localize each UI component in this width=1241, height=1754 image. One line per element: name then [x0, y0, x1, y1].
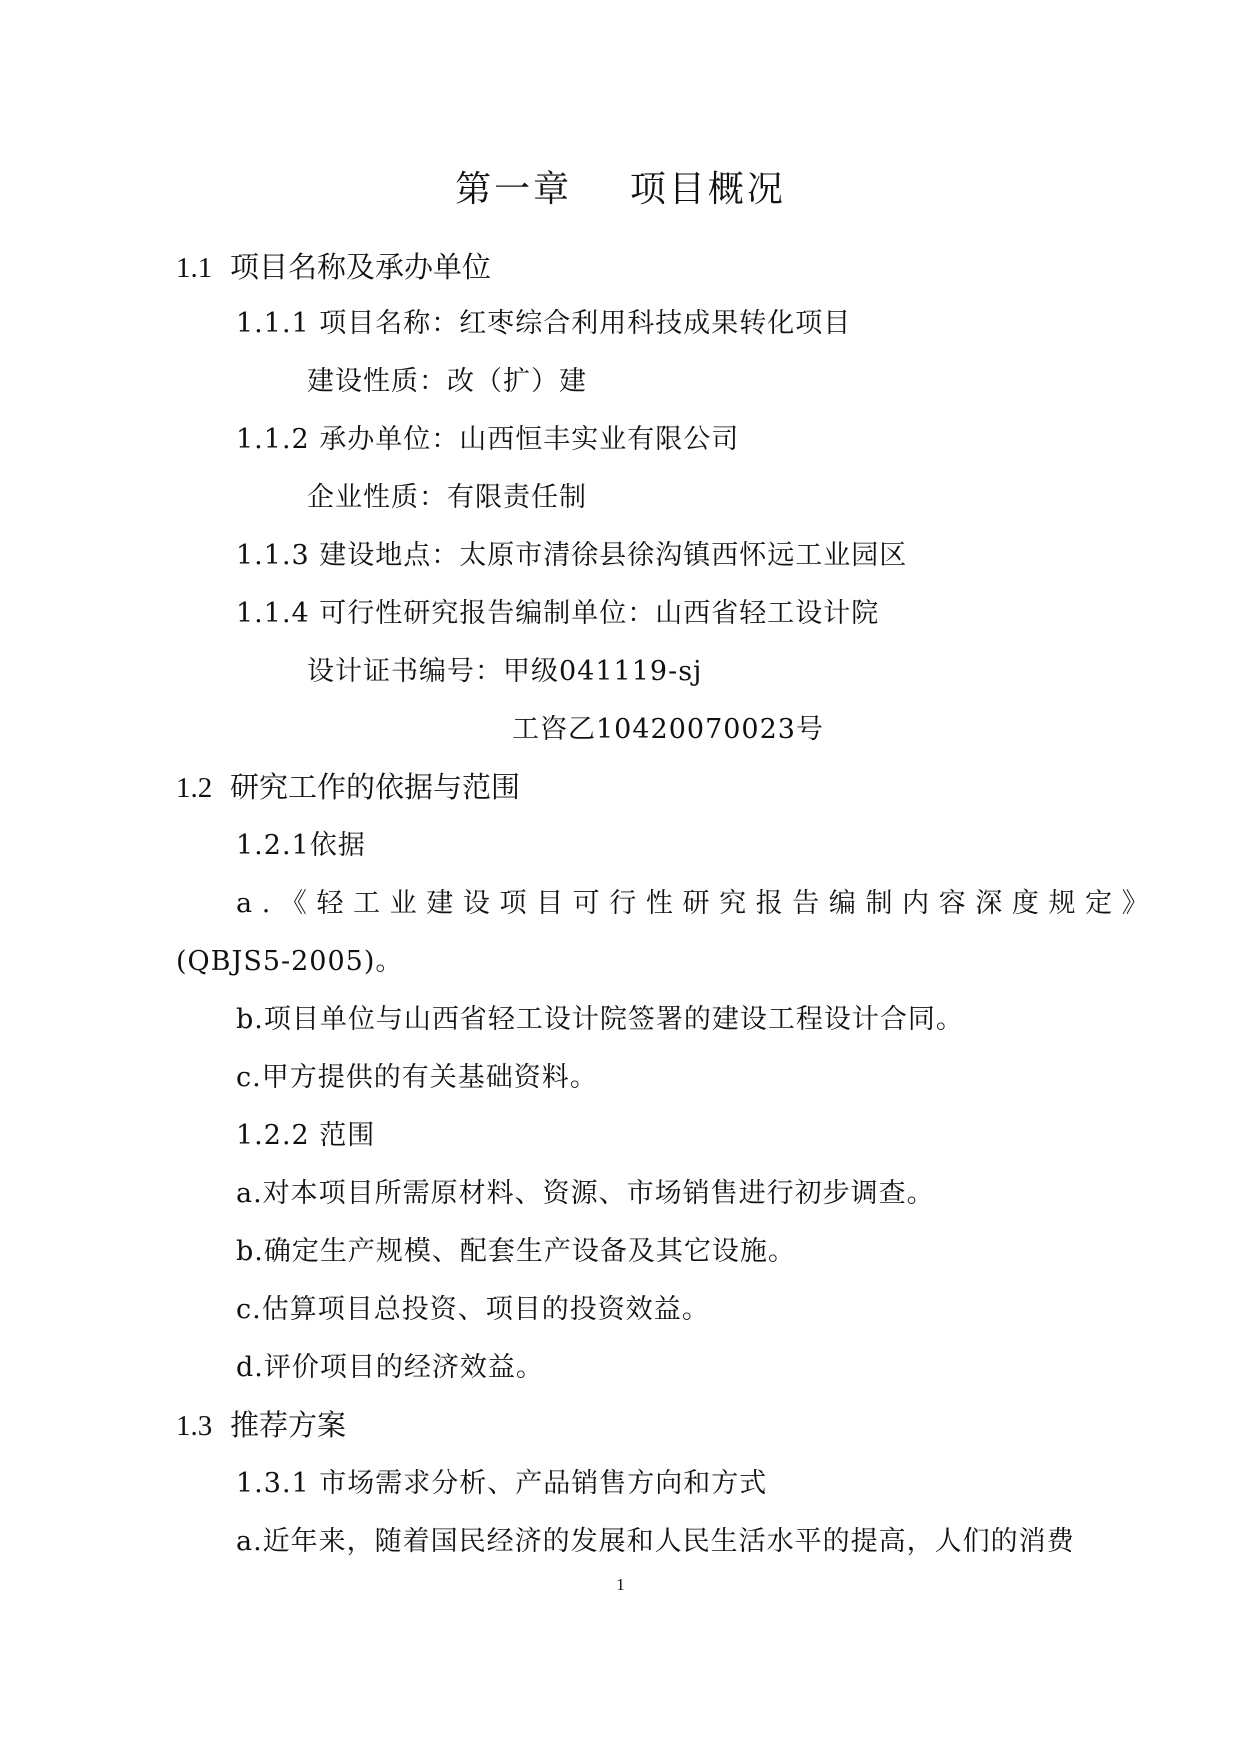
scope-item-a: a.对本项目所需原材料、资源、市场销售进行初步调查。	[236, 1178, 935, 1209]
subsection-1-3-1: 1.3.1 市场需求分析、产品销售方向和方式	[236, 1468, 768, 1499]
section-title: 项目名称及承办单位	[230, 250, 492, 284]
basis-item-a-code: (QBJS5-2005)。	[176, 946, 404, 977]
section-title: 推荐方案	[230, 1408, 347, 1442]
page-number: 1	[616, 1575, 625, 1594]
enterprise-nature: 企业性质：有限责任制	[307, 482, 587, 513]
section-number: 1.1	[176, 252, 213, 284]
subsection-1-2-2: 1.2.2 范围	[236, 1120, 376, 1151]
subsection-1-1-4: 1.1.4 可行性研究报告编制单位：山西省轻工设计院	[236, 598, 880, 629]
section-title: 研究工作的依据与范围	[230, 770, 521, 804]
market-analysis-paragraph-a: a.近年来，随着国民经济的发展和人民生活水平的提高，人们的消费	[236, 1526, 1075, 1557]
section-heading-1-1	[176, 248, 491, 287]
scope-item-d: d.评价项目的经济效益。	[236, 1352, 544, 1383]
section-heading-1-3	[176, 1406, 346, 1445]
basis-item-c: c.甲方提供的有关基础资料。	[236, 1062, 598, 1093]
section-heading-1-2	[176, 768, 520, 807]
design-certificate-number: 设计证书编号：甲级041119-sj	[307, 656, 703, 687]
scope-item-c: c.估算项目总投资、项目的投资效益。	[236, 1294, 710, 1325]
section-number: 1.3	[176, 1410, 213, 1442]
basis-item-a: a.《轻工业建设项目可行性研究报告编制内容深度规定》	[236, 888, 1159, 919]
basis-item-b: b.项目单位与山西省轻工设计院签署的建设工程设计合同。	[236, 1004, 964, 1035]
section-number: 1.2	[176, 772, 213, 804]
construction-nature: 建设性质：改（扩）建	[307, 366, 587, 397]
subsection-1-1-1: 1.1.1 项目名称：红枣综合利用科技成果转化项目	[236, 308, 852, 339]
consulting-certificate-number: 工咨乙10420070023号	[512, 714, 824, 745]
subsection-1-1-3: 1.1.3 建设地点：太原市清徐县徐沟镇西怀远工业园区	[236, 540, 908, 571]
subsection-1-1-2: 1.1.2 承办单位：山西恒丰实业有限公司	[236, 424, 740, 455]
scope-item-b: b.确定生产规模、配套生产设备及其它设施。	[236, 1236, 796, 1267]
chapter-title: 第一章 项目概况	[455, 169, 786, 210]
subsection-1-2-1: 1.2.1依据	[236, 830, 366, 861]
